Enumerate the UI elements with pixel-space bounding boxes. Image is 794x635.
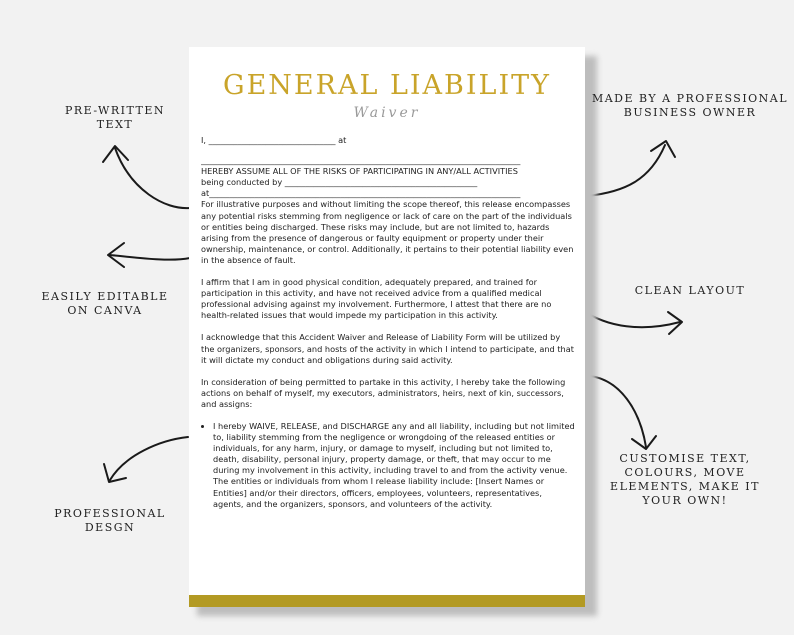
label-professional: PROFESSIONAL DESGN bbox=[54, 507, 166, 534]
label-made-by: MADE BY A PROFESSIONAL BUSINESS OWNER bbox=[591, 92, 789, 119]
label-clean-layout: CLEAN LAYOUT bbox=[634, 284, 746, 297]
paragraph-consideration: In consideration of being permitted to partake in this activity, I hereby take the following actions on behalf of myself, my executors, administrators, heirs, next of kin, successors, and assigns: bbox=[201, 376, 566, 409]
paragraph-physical-condition: I affirm that I am in good physical condition, adequately prepared, and trained for participation in this activity, and have not received advice from a qualified medical professional advising against my involvement. Furthermore, I attest that there are no health-related issues that would impede my participation in this activity. bbox=[201, 277, 552, 321]
paragraph-scope: For illustrative purposes and without limiting the scope thereof, this release encompasses any potential risks stemming from negligence or lack of care on the part of the individuals or entities being discharged. These risks may include, but are not limited to, hazards arising from the presence of dangerous or faulty equipment or property under their ownership, maintenance, or control. Additionally, it pertains to their potential liability even in the absence of fault. bbox=[201, 199, 574, 265]
paragraph-acknowledge: I acknowledge that this Accident Waiver and Release of Liability Form will be utilized by the organizers, sponsors, and hosts of the activity in which I intend to participate, and that it will dictate my conduct and obligations during said activity. bbox=[201, 332, 574, 365]
waiver-bullets bbox=[201, 421, 575, 510]
arrow-clean-layout bbox=[587, 312, 682, 334]
gold-footer-bar bbox=[189, 595, 585, 607]
waiver-page bbox=[189, 47, 585, 607]
label-customise: CUSTOMISE TEXT, COLOURS, MOVE ELEMENTS, MAKE IT YOUR OWN! bbox=[610, 452, 760, 507]
document-subtitle: Waiver bbox=[353, 105, 421, 121]
arrow-customise bbox=[590, 376, 656, 449]
label-easily-editable: EASILY EDITABLE ON CANVA bbox=[41, 290, 169, 317]
assume-risks-line: HEREBY ASSUME ALL OF THE RISKS OF PARTICIPATING IN ANY/ALL ACTIVITIES bbox=[201, 166, 518, 177]
bullet-waive-release: • I hereby WAIVE, RELEASE, and DISCHARGE any and all liability, including but not limited to, liability stemming from the negligence or wrongdoing of the released entities or individuals, for any harm, injury, or damage to myself, including but not limited to, death, disability, personal injury, property damage, or theft, that may occur to me during my involvement in this activity, including travel to and from the activity venue. The entities or individuals from whom I release liability include: [Insert Names or Entities] and/or their directors, officers, employees, volunteers, representatives, agents, and the organizers, sponsors, and volunteers of the activity. bbox=[213, 421, 575, 510]
document-title: GENERAL LIABILITY bbox=[223, 70, 551, 101]
arrow-pre-written bbox=[103, 146, 190, 208]
blank-line: ______________________________________________________________________________ bbox=[201, 155, 521, 166]
arrow-made-by bbox=[587, 141, 675, 196]
arrow-easily-editable bbox=[108, 243, 190, 267]
location-line: at____________________________________________________________________________ bbox=[201, 188, 521, 199]
arrow-professional bbox=[104, 437, 188, 482]
conducted-by-line: being conducted by _______________________________________________ bbox=[201, 177, 478, 188]
document-body bbox=[201, 135, 575, 510]
name-line: I, _______________________________ at bbox=[201, 135, 347, 145]
label-pre-written: PRE-WRITTEN TEXT bbox=[65, 104, 165, 131]
